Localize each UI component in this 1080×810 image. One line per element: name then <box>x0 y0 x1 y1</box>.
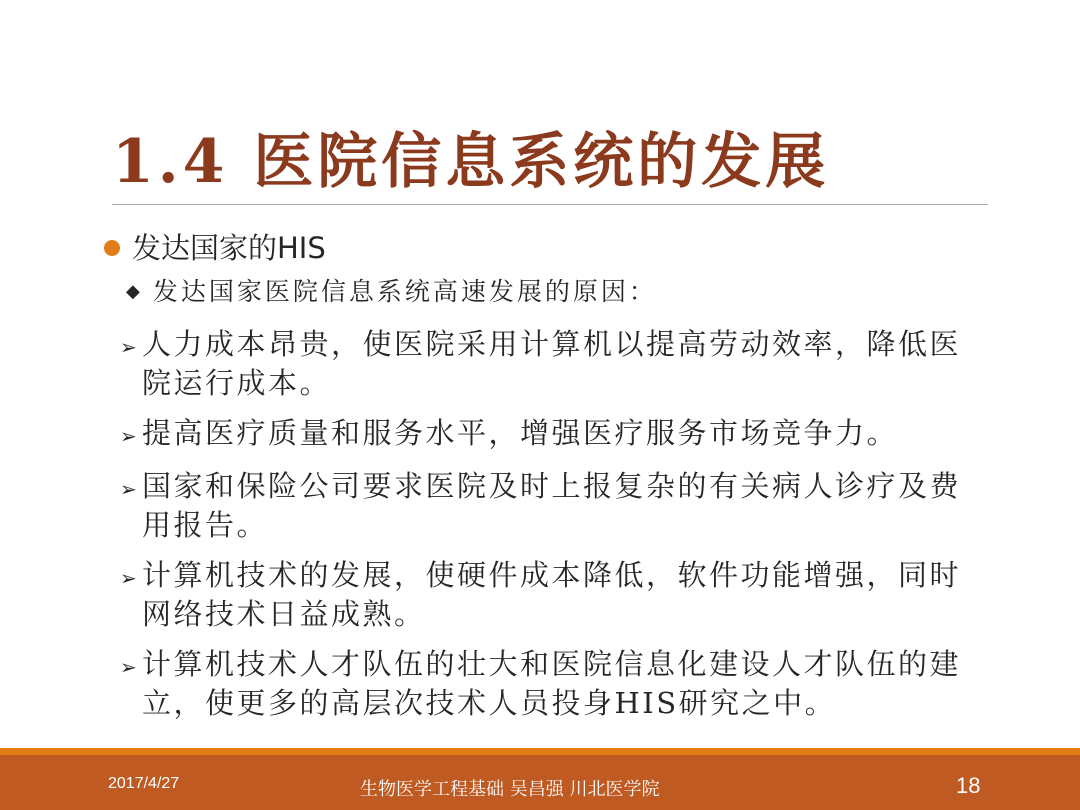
reason-item <box>120 468 990 543</box>
reason-text: 计算机技术的发展，使硬件成本降低，软件功能增强，同时网络技术日益成熟。 <box>142 558 962 631</box>
orange-dot-icon <box>104 240 120 256</box>
arrow-right-icon: ➢ <box>120 566 140 590</box>
footer-date: 2017/4/27 <box>108 775 180 792</box>
reason-text: 人力成本昂贵，使医院采用计算机以提高劳动效率，降低医院运行成本。 <box>142 327 962 400</box>
arrow-right-icon: ➢ <box>120 424 140 448</box>
diamond-icon: ◆ <box>126 281 143 302</box>
arrow-right-icon: ➢ <box>120 655 140 679</box>
reason-item <box>120 557 990 632</box>
reason-item <box>120 646 990 721</box>
level2-bullet <box>126 272 657 312</box>
slide-footer <box>0 755 1080 810</box>
page-number: 18 <box>956 773 981 798</box>
reason-text: 国家和保险公司要求医院及时上报复杂的有关病人诊疗及费用报告。 <box>142 469 962 542</box>
reason-list <box>120 326 990 735</box>
level2-bullet-text: 发达国家医院信息系统高速发展的原因： <box>152 277 657 306</box>
reason-item <box>120 415 990 454</box>
reason-text: 提高医疗质量和服务水平，增强医疗服务市场竞争力。 <box>142 416 899 450</box>
title-divider <box>112 204 988 205</box>
level1-bullet-text: 发达国家的HIS <box>132 231 326 265</box>
footer-course-info: 生物医学工程基础 吴昌强 川北医学院 <box>360 779 660 800</box>
arrow-right-icon: ➢ <box>120 477 140 501</box>
arrow-right-icon: ➢ <box>120 335 140 359</box>
reason-item <box>120 326 990 401</box>
reason-text: 计算机技术人才队伍的壮大和医院信息化建设人才队伍的建立，使更多的高层次技术人员投身HIS研究之中。 <box>142 647 962 720</box>
slide-title: 1.4 医院信息系统的发展 <box>112 127 830 197</box>
level1-bullet <box>104 228 326 268</box>
footer-accent-strip <box>0 748 1080 755</box>
